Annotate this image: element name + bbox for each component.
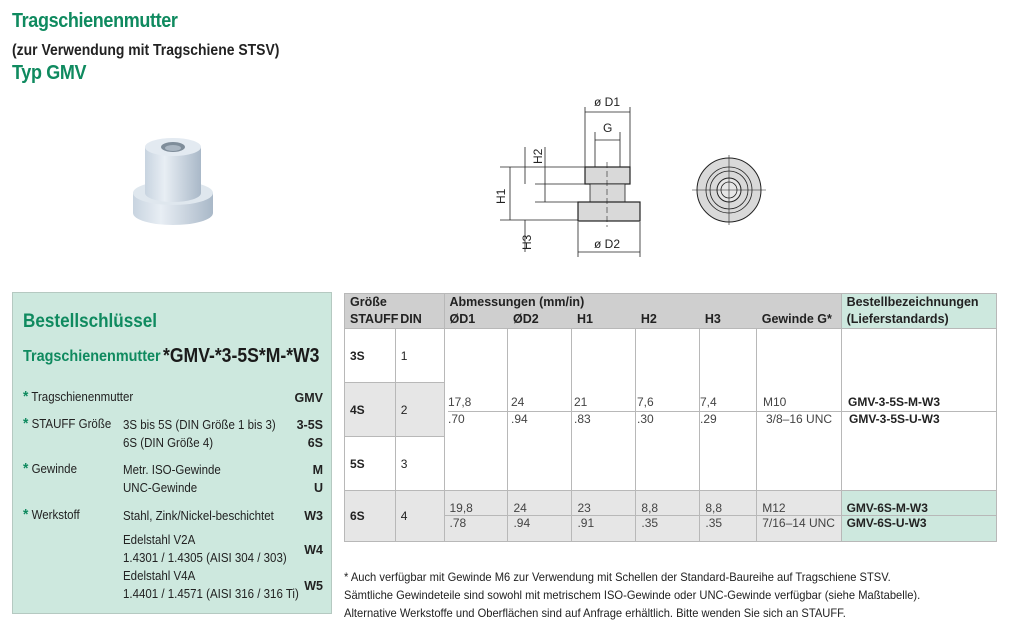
header-thread: Gewinde G* [757, 311, 841, 329]
key-code: W5 [304, 579, 323, 593]
dimension-drawing-side [490, 92, 660, 262]
header-h2: H2 [636, 311, 700, 329]
footnote: Alternative Werkstoffe und Oberflächen sind auf Anfrage erhältlich. Bitte wenden Sie sich an STAUFF. [344, 606, 846, 620]
table-row-3s: 3S 1 [345, 329, 997, 383]
key-desc: 3S bis 5S (DIN Größe 1 bis 3) [123, 418, 276, 432]
key-code: 6S [307, 436, 323, 450]
label-h1: H1 [494, 188, 508, 204]
product-render-image [125, 135, 220, 235]
label-d1: ø D1 [594, 95, 621, 109]
order-key-product: Tragschienenmutter [23, 348, 161, 365]
label-d2: ø D2 [594, 237, 621, 251]
key-desc: 1.4301 / 1.4305 (AISI 304 / 303) [123, 551, 287, 565]
product-type: Typ GMV [12, 62, 87, 84]
header-d1: ØD1 [444, 311, 508, 329]
key-code-gmv: GMV [294, 391, 323, 405]
key-row-thread: * Gewinde [23, 460, 77, 477]
key-desc: UNC-Gewinde [123, 481, 198, 495]
key-code: 3-5S [296, 418, 323, 432]
asterisk-icon: * [23, 415, 29, 432]
group-3-5s-values [448, 395, 996, 428]
label-h3: H3 [520, 234, 534, 250]
asterisk-icon: * [23, 506, 29, 523]
header-size: Größe [345, 294, 445, 312]
dimension-drawing-top [692, 155, 768, 225]
key-row-type: * Tragschienenmutter [23, 388, 134, 405]
table-row-4s-a: 4S 2 [345, 383, 997, 400]
asterisk-icon: * [23, 460, 29, 477]
header-h1: H1 [572, 311, 636, 329]
label-g: G [603, 121, 613, 135]
row-3-5s-in: .70 .94 .83 .30 .29 3/8–16 UNC GMV-3-5S-U-W3 [448, 412, 940, 426]
header-dimensions: Abmessungen (mm/in) [444, 294, 841, 312]
key-row-material: * Werkstoff [23, 506, 80, 523]
footnotes [344, 568, 920, 622]
page-subtitle: (zur Verwendung mit Tragschiene STSV) [12, 42, 280, 59]
table-row-5s: 5S 3 [345, 437, 997, 491]
key-desc: Stahl, Zink/Nickel-beschichtet [123, 509, 274, 523]
key-desc: 6S (DIN Größe 4) [123, 436, 214, 450]
header-din: DIN [395, 311, 444, 329]
key-row-size: * STAUFF Größe [23, 415, 112, 432]
key-desc: Edelstahl V4A [123, 569, 196, 583]
label-h2: H2 [531, 148, 545, 164]
key-desc: Metr. ISO-Gewinde [123, 463, 221, 477]
order-key-panel [12, 292, 332, 614]
footnote: Sämtliche Gewindeteile sind sowohl mit metrischem ISO-Gewinde oder UNC-Gewinde verfügbar (siehe Maßtabelle). [344, 588, 921, 602]
key-code: W4 [304, 543, 323, 557]
header-d2: ØD2 [508, 311, 572, 329]
header-order-2: (Lieferstandards) [841, 311, 996, 329]
key-code: U [313, 481, 323, 495]
header-order-1: Bestellbezeichnungen [841, 294, 996, 312]
page-title: Tragschienenmutter [12, 10, 178, 32]
key-code: W3 [304, 509, 323, 523]
footnote: * Auch verfügbar mit Gewinde M6 zur Verwendung mit Schellen der Standard-Baureihe auf Tragschiene STSV. [344, 570, 891, 584]
key-code: M [312, 463, 323, 477]
key-desc: Edelstahl V2A [123, 533, 196, 547]
order-key-code: *GMV-*3-5S*M-*W3 [163, 345, 320, 367]
row-3-5s-mm: 17,8 24 21 7,6 7,4 M10 GMV-3-5S-M-W3 [448, 395, 996, 412]
header-h3: H3 [700, 311, 757, 329]
asterisk-icon: * [23, 388, 29, 405]
table-row-6s-in: .78 .94 .91 .35 .35 7/16–14 UNC GMV-6S-U-W3 [345, 516, 997, 542]
key-desc: 1.4401 / 1.4571 (AISI 316 / 316 Ti) [123, 587, 299, 601]
table-row-6s-mm: 6S 4 19,8 24 23 8,8 8,8 M12 GMV-6S-M-W3 [345, 491, 997, 516]
order-key-title: Bestellschlüssel [23, 311, 158, 332]
header-stauff: STAUFF [345, 311, 396, 329]
